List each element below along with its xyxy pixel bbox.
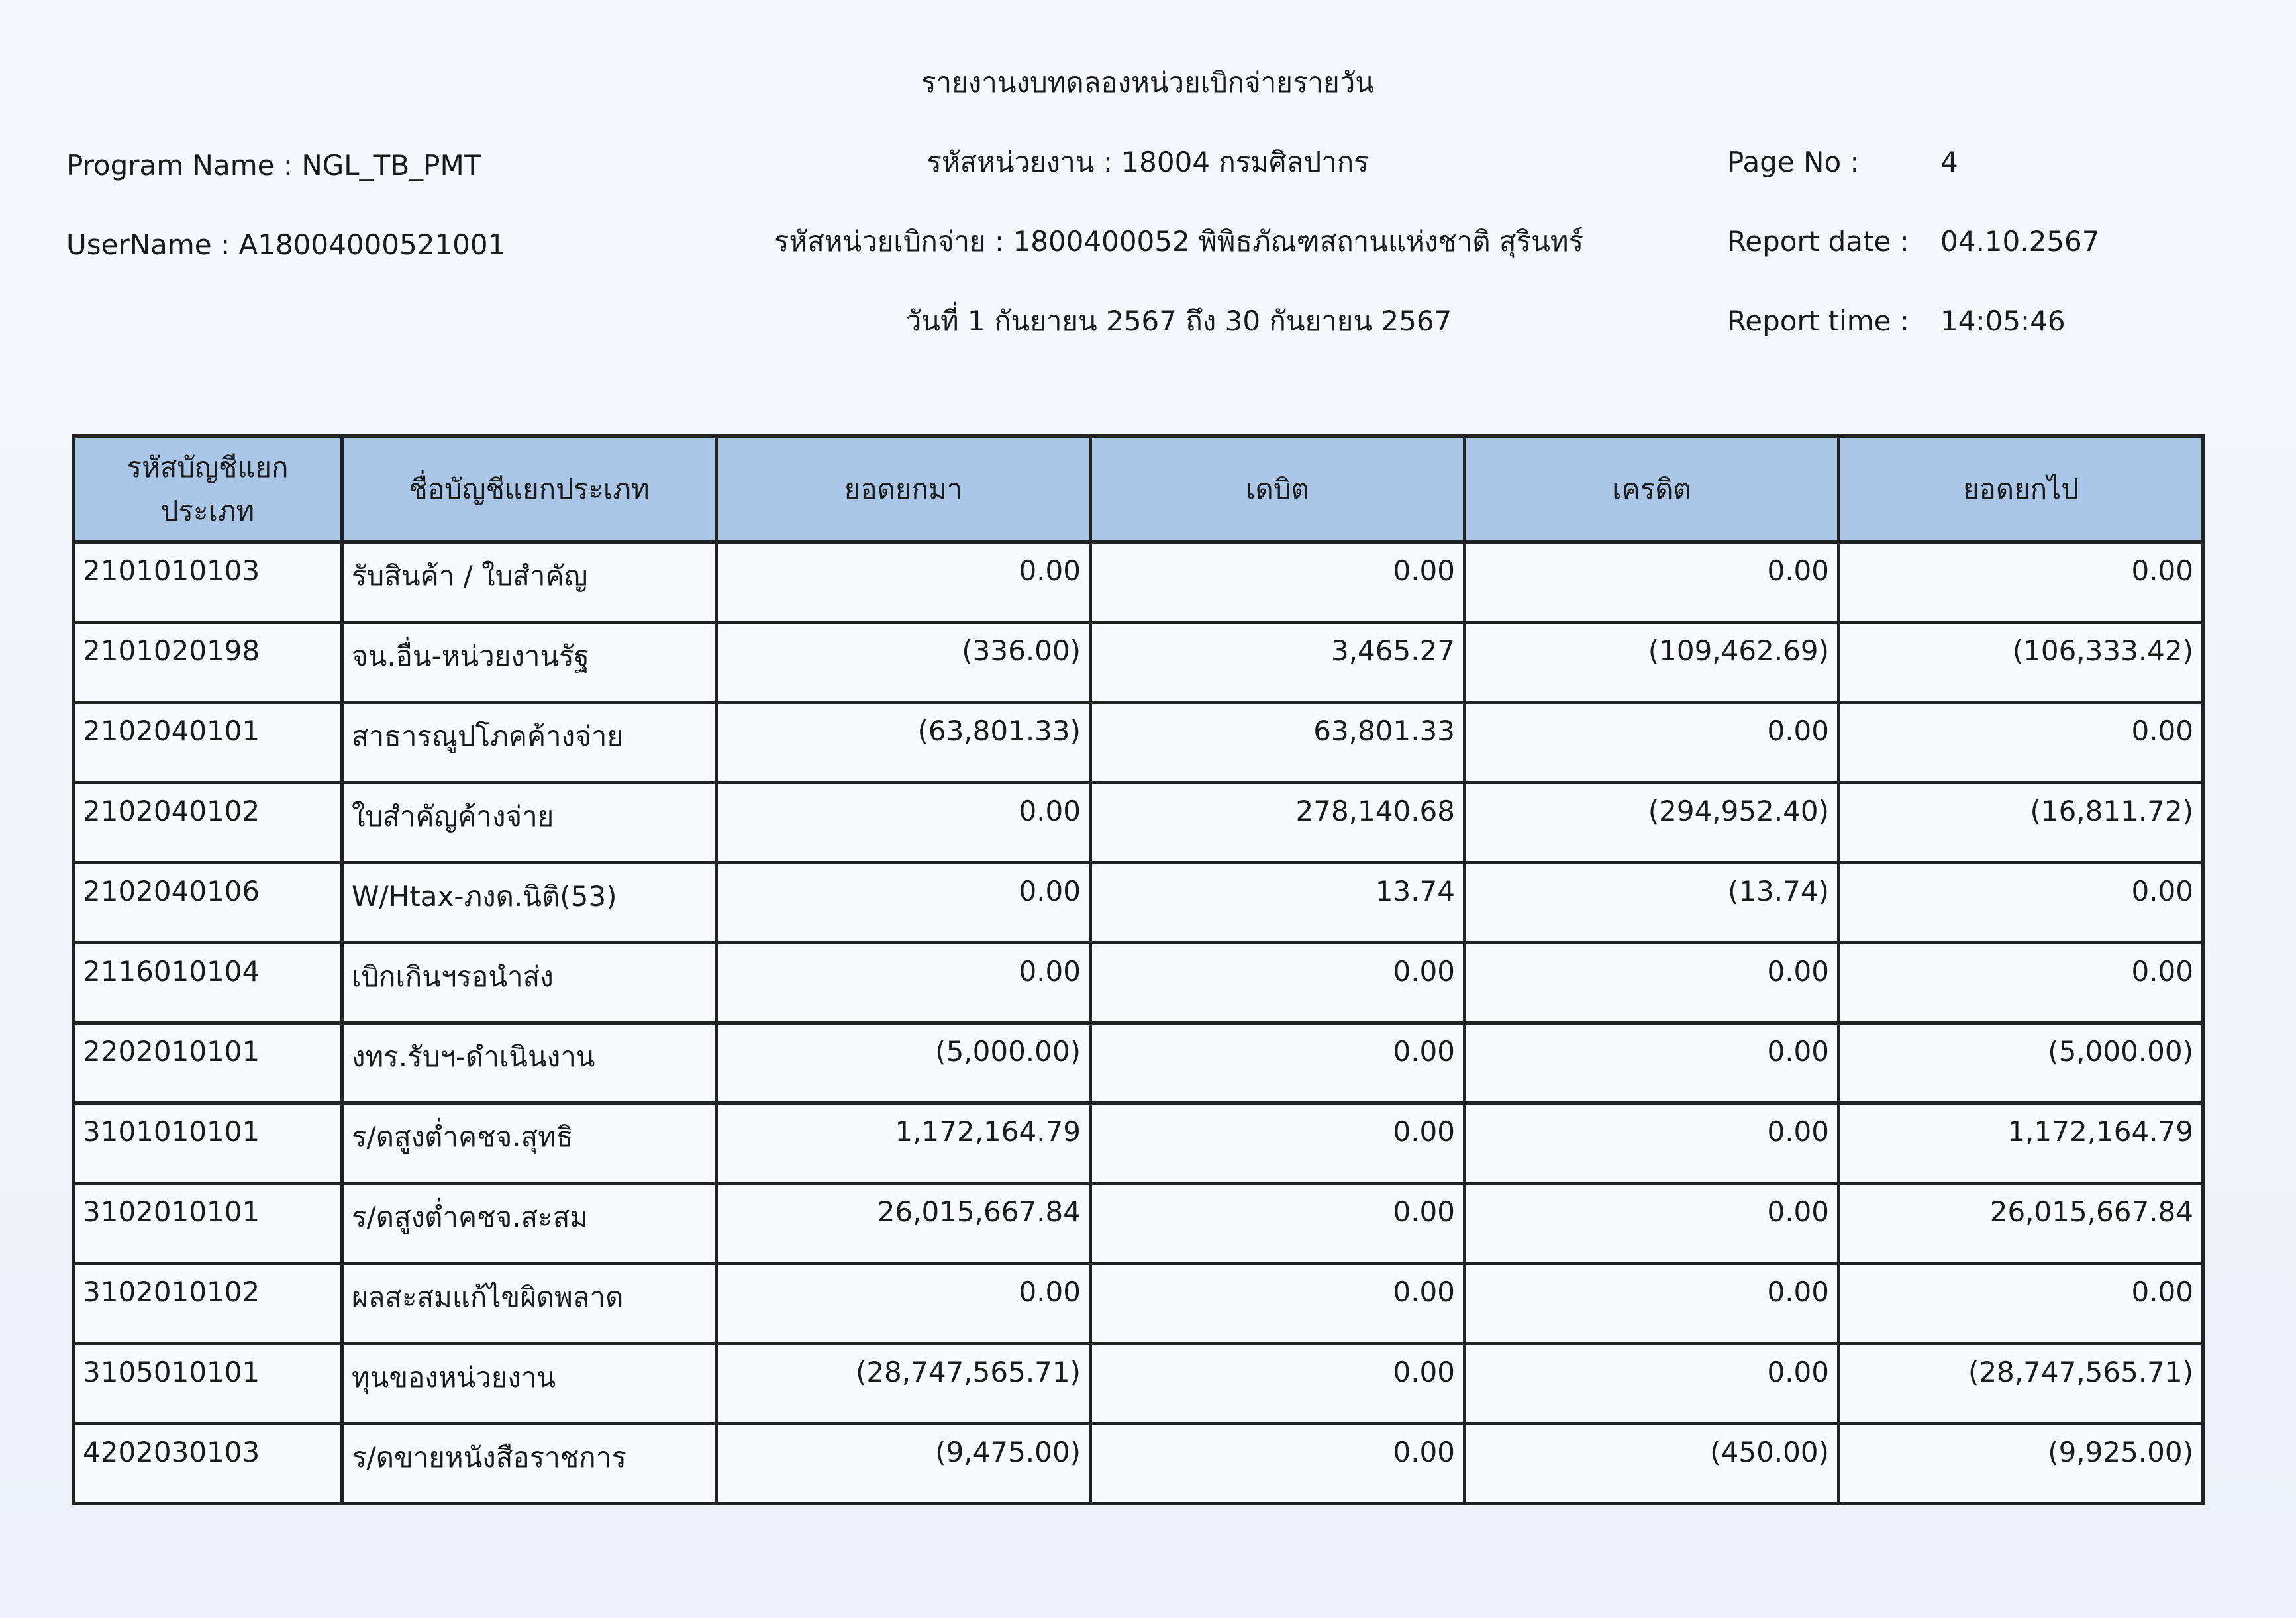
account-code: 3101010101 bbox=[74, 1103, 342, 1184]
debit: 0.00 bbox=[1091, 542, 1465, 623]
brought-forward: (63,801.33) bbox=[717, 703, 1091, 783]
credit: 0.00 bbox=[1465, 943, 1839, 1023]
column-header-account-code: รหัสบัญชีแยกประเภท bbox=[74, 436, 342, 542]
carried-forward: 1,172,164.79 bbox=[1839, 1103, 2203, 1184]
account-code: 3105010101 bbox=[74, 1344, 342, 1424]
carried-forward: 0.00 bbox=[1839, 703, 2203, 783]
report-time-value: 14:05:46 bbox=[1940, 305, 2066, 337]
brought-forward: 26,015,667.84 bbox=[717, 1184, 1091, 1264]
debit: 0.00 bbox=[1091, 1424, 1465, 1504]
report-time-label: Report time : bbox=[1727, 305, 1909, 337]
brought-forward: (336.00) bbox=[717, 623, 1091, 703]
carried-forward: 0.00 bbox=[1839, 943, 2203, 1023]
account-name: สาธารณูปโภคค้างจ่าย bbox=[342, 703, 717, 783]
account-code: 2202010101 bbox=[74, 1023, 342, 1103]
account-code: 2102040106 bbox=[74, 863, 342, 943]
brought-forward: 0.00 bbox=[717, 783, 1091, 863]
brought-forward: 0.00 bbox=[717, 542, 1091, 623]
user-name: UserName : A18004000521001 bbox=[66, 228, 506, 261]
column-header-brought-forward: ยอดยกมา bbox=[717, 436, 1091, 542]
credit: (294,952.40) bbox=[1465, 783, 1839, 863]
carried-forward: 0.00 bbox=[1839, 1264, 2203, 1344]
brought-forward: (5,000.00) bbox=[717, 1023, 1091, 1103]
brought-forward: (9,475.00) bbox=[717, 1424, 1091, 1504]
credit: 0.00 bbox=[1465, 1264, 1839, 1344]
program-name: Program Name : NGL_TB_PMT bbox=[66, 149, 481, 181]
table-header bbox=[74, 436, 2203, 542]
table-row bbox=[74, 1264, 2203, 1344]
account-code: 3102010102 bbox=[74, 1264, 342, 1344]
credit: 0.00 bbox=[1465, 1023, 1839, 1103]
credit: 0.00 bbox=[1465, 1103, 1839, 1184]
account-name: จน.อื่น-หน่วยงานรัฐ bbox=[342, 623, 717, 703]
debit: 0.00 bbox=[1091, 1344, 1465, 1424]
report-date-value: 04.10.2567 bbox=[1940, 225, 2100, 258]
account-code: 2101010103 bbox=[74, 542, 342, 623]
column-header-carried-forward: ยอดยกไป bbox=[1839, 436, 2203, 542]
disbursement-unit: รหัสหน่วยเบิกจ่าย : 1800400052 พิพิธภัณฑสถานแห่งชาติ สุรินทร์ bbox=[774, 225, 1584, 258]
debit: 278,140.68 bbox=[1091, 783, 1465, 863]
carried-forward: (106,333.42) bbox=[1839, 623, 2203, 703]
account-name: ใบสำคัญค้างจ่าย bbox=[342, 783, 717, 863]
account-name: ร/ดสูงต่ำคชจ.สุทธิ bbox=[342, 1103, 717, 1184]
carried-forward: 26,015,667.84 bbox=[1839, 1184, 2203, 1264]
table-body bbox=[74, 542, 2203, 1504]
page-no-label: Page No : bbox=[1727, 146, 1860, 178]
account-name: ร/ดสูงต่ำคชจ.สะสม bbox=[342, 1184, 717, 1264]
carried-forward: 0.00 bbox=[1839, 542, 2203, 623]
debit: 63,801.33 bbox=[1091, 703, 1465, 783]
brought-forward: 0.00 bbox=[717, 943, 1091, 1023]
table-row bbox=[74, 863, 2203, 943]
table-row bbox=[74, 1344, 2203, 1424]
account-code: 4202030103 bbox=[74, 1424, 342, 1504]
carried-forward: (28,747,565.71) bbox=[1839, 1344, 2203, 1424]
account-name: ทุนของหน่วยงาน bbox=[342, 1344, 717, 1424]
debit: 3,465.27 bbox=[1091, 623, 1465, 703]
credit: 0.00 bbox=[1465, 1344, 1839, 1424]
account-code: 2102040102 bbox=[74, 783, 342, 863]
debit: 0.00 bbox=[1091, 1264, 1465, 1344]
table-header-row bbox=[74, 436, 2203, 542]
account-name: ร/ดขายหนังสือราชการ bbox=[342, 1424, 717, 1504]
brought-forward: 1,172,164.79 bbox=[717, 1103, 1091, 1184]
agency-code: รหัสหน่วยงาน : 18004 กรมศิลปากร bbox=[926, 146, 1369, 178]
account-code: 3102010101 bbox=[74, 1184, 342, 1264]
table-row bbox=[74, 1184, 2203, 1264]
credit: (13.74) bbox=[1465, 863, 1839, 943]
account-name: W/Htax-ภงด.นิติ(53) bbox=[342, 863, 717, 943]
page-no-value: 4 bbox=[1940, 146, 1958, 178]
carried-forward: (5,000.00) bbox=[1839, 1023, 2203, 1103]
credit: 0.00 bbox=[1465, 703, 1839, 783]
credit: (450.00) bbox=[1465, 1424, 1839, 1504]
column-header-credit: เครดิต bbox=[1465, 436, 1839, 542]
table-row bbox=[74, 1103, 2203, 1184]
brought-forward: (28,747,565.71) bbox=[717, 1344, 1091, 1424]
report-date-label: Report date : bbox=[1727, 225, 1909, 258]
brought-forward: 0.00 bbox=[717, 1264, 1091, 1344]
debit: 0.00 bbox=[1091, 943, 1465, 1023]
table-row bbox=[74, 943, 2203, 1023]
report-period: วันที่ 1 กันยายน 2567 ถึง 30 กันยายน 2567 bbox=[905, 305, 1452, 337]
table-row bbox=[74, 542, 2203, 623]
column-header-debit: เดบิต bbox=[1091, 436, 1465, 542]
table-row bbox=[74, 1424, 2203, 1504]
credit: 0.00 bbox=[1465, 1184, 1839, 1264]
account-code: 2116010104 bbox=[74, 943, 342, 1023]
account-name: รับสินค้า / ใบสำคัญ bbox=[342, 542, 717, 623]
trial-balance-table bbox=[72, 434, 2205, 1505]
column-header-account-name: ชื่อบัญชีแยกประเภท bbox=[342, 436, 717, 542]
carried-forward: 0.00 bbox=[1839, 863, 2203, 943]
debit: 13.74 bbox=[1091, 863, 1465, 943]
table-row bbox=[74, 1023, 2203, 1103]
account-name: งทร.รับฯ-ดำเนินงาน bbox=[342, 1023, 717, 1103]
report-title: รายงานงบทดลองหน่วยเบิกจ่ายรายวัน bbox=[921, 66, 1375, 99]
debit: 0.00 bbox=[1091, 1103, 1465, 1184]
carried-forward: (9,925.00) bbox=[1839, 1424, 2203, 1504]
table-row bbox=[74, 783, 2203, 863]
debit: 0.00 bbox=[1091, 1184, 1465, 1264]
debit: 0.00 bbox=[1091, 1023, 1465, 1103]
carried-forward: (16,811.72) bbox=[1839, 783, 2203, 863]
table-row bbox=[74, 623, 2203, 703]
account-name: ผลสะสมแก้ไขผิดพลาด bbox=[342, 1264, 717, 1344]
table-row bbox=[74, 703, 2203, 783]
credit: 0.00 bbox=[1465, 542, 1839, 623]
account-code: 2101020198 bbox=[74, 623, 342, 703]
credit: (109,462.69) bbox=[1465, 623, 1839, 703]
account-name: เบิกเกินฯรอนำส่ง bbox=[342, 943, 717, 1023]
brought-forward: 0.00 bbox=[717, 863, 1091, 943]
account-code: 2102040101 bbox=[74, 703, 342, 783]
